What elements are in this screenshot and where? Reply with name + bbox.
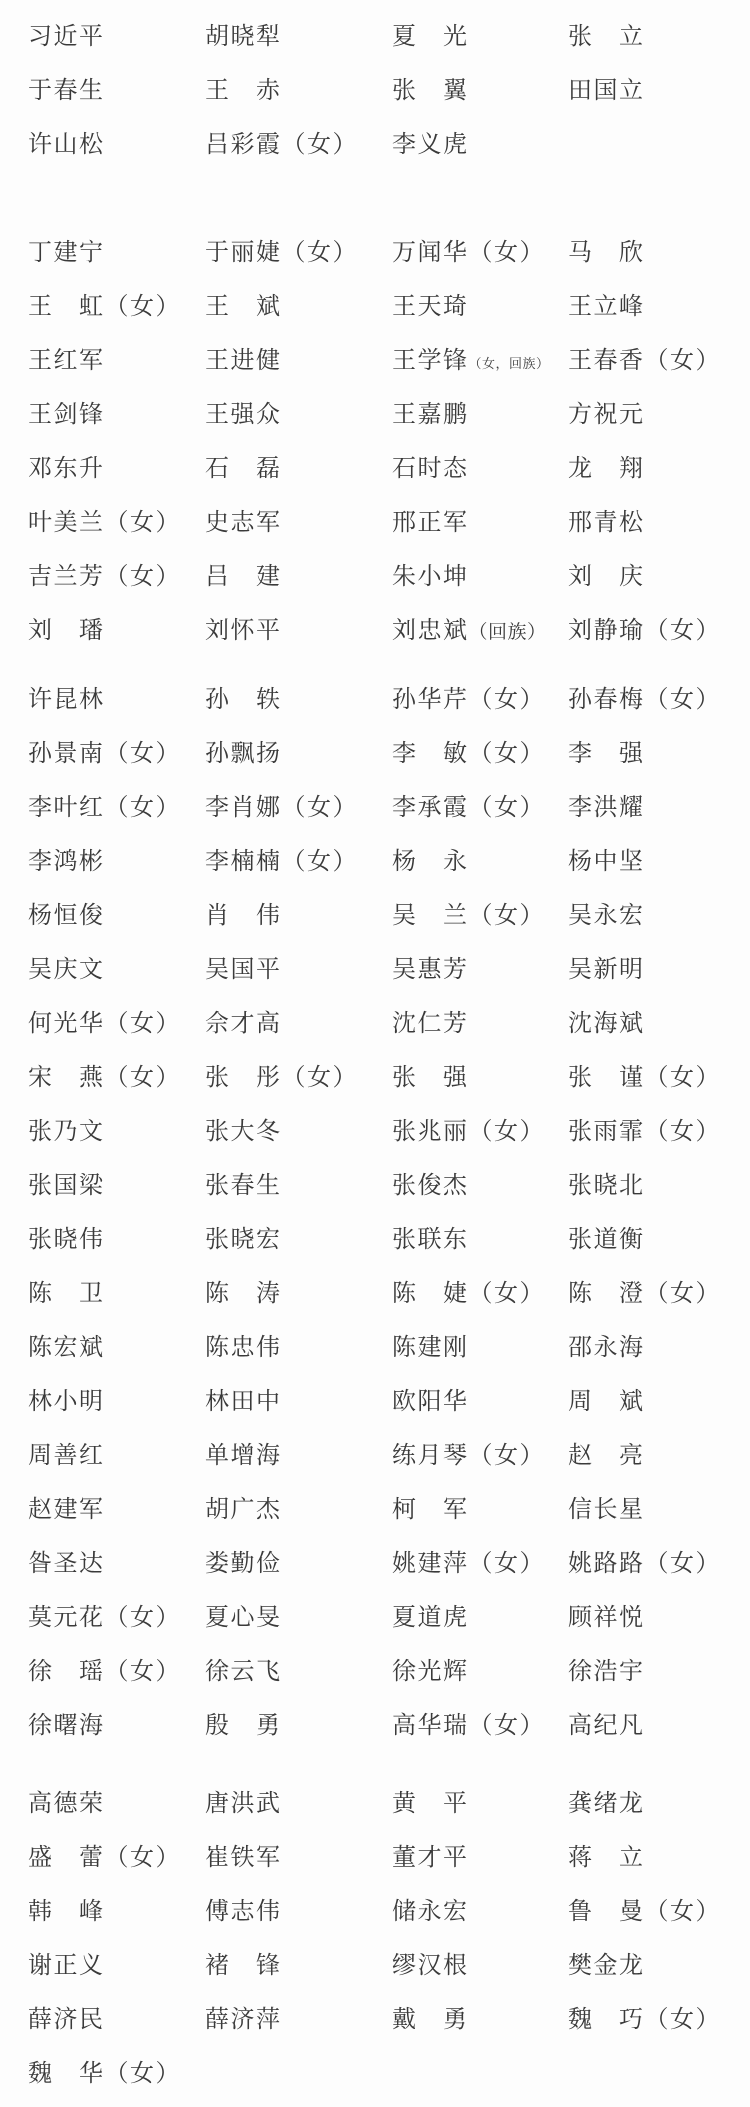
delegate-name: 陈建刚 bbox=[392, 1335, 469, 1361]
delegate-name: 吴惠芳 bbox=[392, 957, 469, 983]
name-row bbox=[0, 334, 750, 388]
name-row bbox=[0, 496, 750, 550]
delegate-name: 杨 永 bbox=[392, 849, 469, 875]
delegate-name: 吕彩霞（女） bbox=[205, 132, 358, 158]
delegate-name: 傅志伟 bbox=[205, 1899, 282, 1925]
delegate-name: 李鸿彬 bbox=[28, 849, 105, 875]
delegate-name: 顾祥悦 bbox=[568, 1605, 645, 1631]
name-row bbox=[0, 1321, 750, 1375]
name-group-3 bbox=[0, 673, 750, 1753]
delegate-name: 徐曙海 bbox=[28, 1713, 105, 1739]
name-row bbox=[0, 835, 750, 889]
delegate-name: 龙 翔 bbox=[568, 456, 645, 482]
delegate-name: 何光华（女） bbox=[28, 1011, 181, 1037]
name-row bbox=[0, 1777, 750, 1831]
name-group-1 bbox=[0, 10, 750, 172]
delegate-name: 王学锋（女，回族） bbox=[392, 348, 550, 374]
name-row bbox=[0, 1645, 750, 1699]
delegate-name: 储永宏 bbox=[392, 1899, 469, 1925]
delegate-name: 孙飘扬 bbox=[205, 741, 282, 767]
delegate-name: 刘 庆 bbox=[568, 564, 645, 590]
delegate-name: 张 翼 bbox=[392, 78, 469, 104]
delegate-name: 李 敏（女） bbox=[392, 741, 545, 767]
name-row bbox=[0, 1537, 750, 1591]
delegate-name: 李承霞（女） bbox=[392, 795, 545, 821]
delegate-name: 王强众 bbox=[205, 402, 282, 428]
delegate-name: 林田中 bbox=[205, 1389, 282, 1415]
delegate-name: 徐云飞 bbox=[205, 1659, 282, 1685]
delegate-name: 薛济民 bbox=[28, 2007, 105, 2033]
name-row bbox=[0, 604, 750, 658]
name-row bbox=[0, 1267, 750, 1321]
delegate-name: 杨中坚 bbox=[568, 849, 645, 875]
delegate-name: 柯 军 bbox=[392, 1497, 469, 1523]
delegate-name: 李洪耀 bbox=[568, 795, 645, 821]
delegate-name: 樊金龙 bbox=[568, 1953, 645, 1979]
name-row bbox=[0, 1699, 750, 1753]
delegate-name: 鲁 曼（女） bbox=[568, 1899, 721, 1925]
delegate-name: 张晓北 bbox=[568, 1173, 645, 1199]
delegate-name: 丁建宁 bbox=[28, 240, 105, 266]
delegate-name: 叶美兰（女） bbox=[28, 510, 181, 536]
delegate-name: 张国梁 bbox=[28, 1173, 105, 1199]
delegate-name: 肖 伟 bbox=[205, 903, 282, 929]
delegate-name: 吕 建 bbox=[205, 564, 282, 590]
delegate-name: 张春生 bbox=[205, 1173, 282, 1199]
delegate-name: 欧阳华 bbox=[392, 1389, 469, 1415]
delegate-name: 陈 卫 bbox=[28, 1281, 105, 1307]
delegate-name: 王剑锋 bbox=[28, 402, 105, 428]
delegate-name: 张兆丽（女） bbox=[392, 1119, 545, 1145]
delegate-name: 刘静瑜（女） bbox=[568, 618, 721, 644]
delegate-name: 许昆林 bbox=[28, 687, 105, 713]
delegate-name: 王 赤 bbox=[205, 78, 282, 104]
delegate-name: 张 谨（女） bbox=[568, 1065, 721, 1091]
name-row bbox=[0, 1483, 750, 1537]
delegate-name: 胡晓犁 bbox=[205, 24, 282, 50]
gender-ethnicity-note: （女，回族） bbox=[468, 356, 550, 371]
delegate-name: 夏 光 bbox=[392, 24, 469, 50]
delegate-name: 王 虹（女） bbox=[28, 294, 181, 320]
delegate-name: 李 强 bbox=[568, 741, 645, 767]
name-row bbox=[0, 1159, 750, 1213]
delegate-name: 信长星 bbox=[568, 1497, 645, 1523]
delegate-name: 朱小坤 bbox=[392, 564, 469, 590]
delegate-name: 周善红 bbox=[28, 1443, 105, 1469]
delegate-name: 孙 轶 bbox=[205, 687, 282, 713]
delegate-name: 张 彤（女） bbox=[205, 1065, 358, 1091]
delegate-name: 张晓伟 bbox=[28, 1227, 105, 1253]
delegate-name: 赵建军 bbox=[28, 1497, 105, 1523]
delegate-name: 褚 锋 bbox=[205, 1953, 282, 1979]
delegate-name: 孙春梅（女） bbox=[568, 687, 721, 713]
name-row bbox=[0, 550, 750, 604]
delegate-name: 魏 华（女） bbox=[28, 2061, 181, 2087]
name-row bbox=[0, 64, 750, 118]
delegate-name: 李楠楠（女） bbox=[205, 849, 358, 875]
name-row bbox=[0, 997, 750, 1051]
delegate-name: 谢正义 bbox=[28, 1953, 105, 1979]
delegate-name: 练月琴（女） bbox=[392, 1443, 545, 1469]
name-row bbox=[0, 1105, 750, 1159]
delegate-name: 张联东 bbox=[392, 1227, 469, 1253]
delegate-name: 陈忠伟 bbox=[205, 1335, 282, 1361]
name-row bbox=[0, 10, 750, 64]
name-row bbox=[0, 1429, 750, 1483]
delegate-name: 盛 蕾（女） bbox=[28, 1845, 181, 1871]
delegate-name: 张 强 bbox=[392, 1065, 469, 1091]
delegate-name: 夏道虎 bbox=[392, 1605, 469, 1631]
name-row bbox=[0, 1591, 750, 1645]
delegate-name: 戴 勇 bbox=[392, 2007, 469, 2033]
delegate-name: 张雨霏（女） bbox=[568, 1119, 721, 1145]
delegate-name: 史志军 bbox=[205, 510, 282, 536]
delegate-name: 徐浩宇 bbox=[568, 1659, 645, 1685]
delegate-name: 许山松 bbox=[28, 132, 105, 158]
delegate-name: 姚建萍（女） bbox=[392, 1551, 545, 1577]
name-row bbox=[0, 2047, 750, 2101]
name-group-2 bbox=[0, 226, 750, 658]
name-row bbox=[0, 1939, 750, 1993]
gender-ethnicity-note: （回族） bbox=[468, 622, 547, 643]
delegate-name: 殷 勇 bbox=[205, 1713, 282, 1739]
delegate-name: 韩 峰 bbox=[28, 1899, 105, 1925]
delegate-name: 徐 瑶（女） bbox=[28, 1659, 181, 1685]
name-row bbox=[0, 280, 750, 334]
delegate-name: 董才平 bbox=[392, 1845, 469, 1871]
delegate-name: 高纪凡 bbox=[568, 1713, 645, 1739]
name-row bbox=[0, 388, 750, 442]
delegate-name: 孙华芹（女） bbox=[392, 687, 545, 713]
delegate-name: 王 斌 bbox=[205, 294, 282, 320]
delegate-name: 龚绪龙 bbox=[568, 1791, 645, 1817]
delegate-name: 李义虎 bbox=[392, 132, 469, 158]
name-row bbox=[0, 1051, 750, 1105]
delegate-name: 娄勤俭 bbox=[205, 1551, 282, 1577]
delegate-name: 刘怀平 bbox=[205, 618, 282, 644]
delegate-name: 姚路路（女） bbox=[568, 1551, 721, 1577]
delegate-name: 刘 璠 bbox=[28, 618, 105, 644]
delegate-name: 孙景南（女） bbox=[28, 741, 181, 767]
name-row bbox=[0, 442, 750, 496]
delegate-name: 石 磊 bbox=[205, 456, 282, 482]
delegate-name: 张晓宏 bbox=[205, 1227, 282, 1253]
delegate-name: 吴庆文 bbox=[28, 957, 105, 983]
delegate-name: 周 斌 bbox=[568, 1389, 645, 1415]
delegate-name: 吉兰芳（女） bbox=[28, 564, 181, 590]
delegate-name: 于春生 bbox=[28, 78, 105, 104]
delegate-name: 王春香（女） bbox=[568, 348, 721, 374]
delegate-name: 胡广杰 bbox=[205, 1497, 282, 1523]
delegate-name: 李叶红（女） bbox=[28, 795, 181, 821]
delegate-name: 林小明 bbox=[28, 1389, 105, 1415]
delegate-name: 石时态 bbox=[392, 456, 469, 482]
delegate-name: 田国立 bbox=[568, 78, 645, 104]
name-row bbox=[0, 1885, 750, 1939]
delegate-name: 宋 燕（女） bbox=[28, 1065, 181, 1091]
name-row bbox=[0, 1375, 750, 1429]
delegate-name: 魏 巧（女） bbox=[568, 2007, 721, 2033]
delegate-name: 陈 婕（女） bbox=[392, 1281, 545, 1307]
name-row bbox=[0, 727, 750, 781]
delegate-name: 邢青松 bbox=[568, 510, 645, 536]
delegate-name: 吴新明 bbox=[568, 957, 645, 983]
delegate-name: 夏心旻 bbox=[205, 1605, 282, 1631]
delegate-name: 吴永宏 bbox=[568, 903, 645, 929]
name-row bbox=[0, 1831, 750, 1885]
delegate-name: 刘忠斌（回族） bbox=[392, 618, 547, 644]
delegate-name: 方祝元 bbox=[568, 402, 645, 428]
delegate-name: 张俊杰 bbox=[392, 1173, 469, 1199]
delegate-name: 张 立 bbox=[568, 24, 645, 50]
delegate-name: 习近平 bbox=[28, 24, 105, 50]
delegate-name: 王进健 bbox=[205, 348, 282, 374]
delegate-name: 于丽婕（女） bbox=[205, 240, 358, 266]
delegate-name: 杨恒俊 bbox=[28, 903, 105, 929]
name-row bbox=[0, 1213, 750, 1267]
delegate-name: 沈海斌 bbox=[568, 1011, 645, 1037]
delegate-name: 陈宏斌 bbox=[28, 1335, 105, 1361]
delegate-name: 王天琦 bbox=[392, 294, 469, 320]
delegate-name: 王红军 bbox=[28, 348, 105, 374]
delegate-name: 徐光辉 bbox=[392, 1659, 469, 1685]
delegate-name: 邵永海 bbox=[568, 1335, 645, 1361]
delegate-name: 万闻华（女） bbox=[392, 240, 545, 266]
delegate-name: 黄 平 bbox=[392, 1791, 469, 1817]
delegate-name: 吴国平 bbox=[205, 957, 282, 983]
delegate-name: 张大冬 bbox=[205, 1119, 282, 1145]
delegate-name: 张乃文 bbox=[28, 1119, 105, 1145]
delegate-name: 马 欣 bbox=[568, 240, 645, 266]
name-row bbox=[0, 781, 750, 835]
delegate-name: 张道衡 bbox=[568, 1227, 645, 1253]
delegate-name: 吴 兰（女） bbox=[392, 903, 545, 929]
delegate-name: 佘才高 bbox=[205, 1011, 282, 1037]
delegate-name: 陈 澄（女） bbox=[568, 1281, 721, 1307]
delegate-name: 邓东升 bbox=[28, 456, 105, 482]
delegate-name: 陈 涛 bbox=[205, 1281, 282, 1307]
delegate-name: 李肖娜（女） bbox=[205, 795, 358, 821]
delegate-name: 薛济萍 bbox=[205, 2007, 282, 2033]
delegate-name: 唐洪武 bbox=[205, 1791, 282, 1817]
delegate-name: 崔铁军 bbox=[205, 1845, 282, 1871]
name-group-4 bbox=[0, 1777, 750, 2101]
delegate-name: 缪汉根 bbox=[392, 1953, 469, 1979]
delegate-name: 赵 亮 bbox=[568, 1443, 645, 1469]
delegate-name: 邢正军 bbox=[392, 510, 469, 536]
name-row bbox=[0, 226, 750, 280]
delegate-name: 蒋 立 bbox=[568, 1845, 645, 1871]
delegate-name: 沈仁芳 bbox=[392, 1011, 469, 1037]
name-row bbox=[0, 1993, 750, 2047]
delegate-name: 高华瑞（女） bbox=[392, 1713, 545, 1739]
delegate-name: 单增海 bbox=[205, 1443, 282, 1469]
name-row bbox=[0, 118, 750, 172]
delegate-name: 王立峰 bbox=[568, 294, 645, 320]
delegate-name: 莫元花（女） bbox=[28, 1605, 181, 1631]
name-row bbox=[0, 943, 750, 997]
name-row bbox=[0, 889, 750, 943]
delegate-name: 高德荣 bbox=[28, 1791, 105, 1817]
delegate-name: 王嘉鹏 bbox=[392, 402, 469, 428]
name-row bbox=[0, 673, 750, 727]
delegate-name: 昝圣达 bbox=[28, 1551, 105, 1577]
